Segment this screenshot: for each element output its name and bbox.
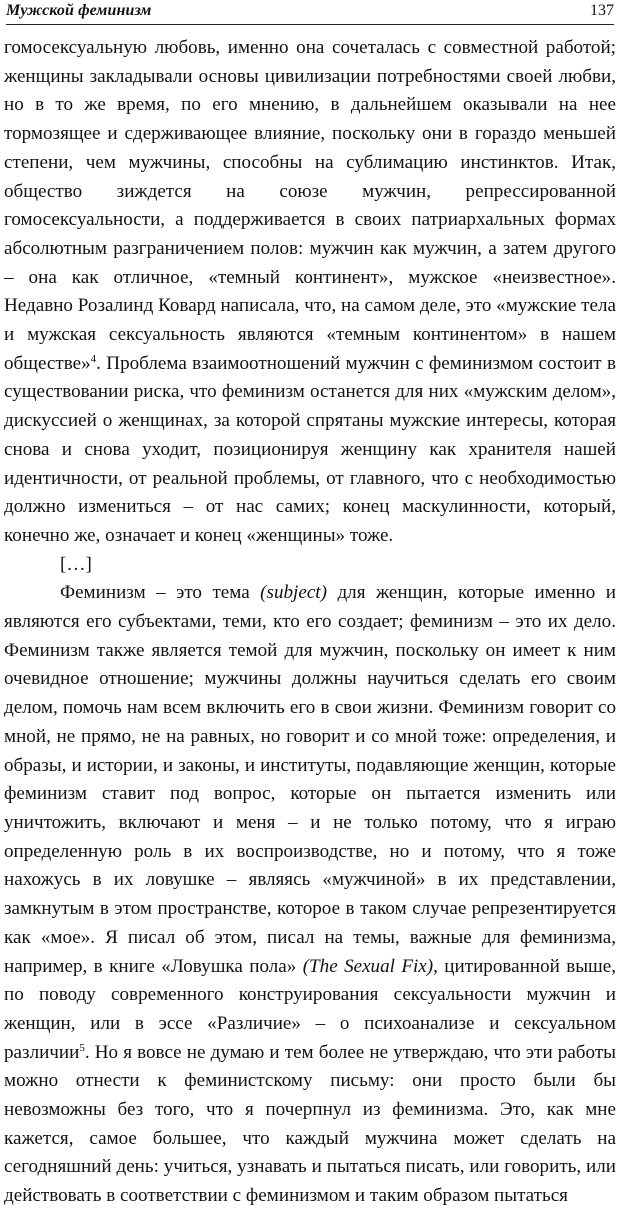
- italic-title: (The Sexual Fix),: [302, 955, 438, 977]
- page-number: 137: [590, 2, 614, 19]
- paragraph: [4, 579, 616, 1210]
- paragraph-text: гомосексуальную любовь, именно она сочеталась с совместной работой; женщины закладывали основы цивилизации потребностями своей любви, но в то же время, по его мнению, в дальнейшем оказывали на нее тормозящее и сдерживающее влияние, поскольку они в гораздо меньшей степени, чем мужчины, способны на сублимацию инстинктов. Итак, общество зиждется на союзе мужчин, репрессированной гомосексуальности, а поддерживается в своих патриархальных формах абсолютным разграничением полов: мужчин как мужчин, а затем другого – она как отличное, «темный континент», мужское «неизвестное». Недавно Розалинд Ковард написала, что, на самом деле, это «мужские тела и мужская сексуальность являются «темным континентом» в нашем обществе»: [4, 37, 616, 374]
- paragraph-text: . Проблема взаимоотношений мужчин с феминизмом состоит в существовании риска, что феминизм останется для них «мужским делом», дискуссией о женщинах, за которой спрятаны мужские интересы, которая снова и снова уходит, позиционируя женщину как хранителя нашей идентичности, от реальной проблемы, от главного, что с необходимостью должно измениться – от нас самих; конец маскулинности, который, конечно же, означает и конец «женщины» тоже.: [4, 352, 616, 546]
- paragraph-text: Феминизм – это тема: [60, 582, 261, 604]
- footnote-ref[interactable]: 4: [90, 352, 97, 365]
- paragraph-continued: [4, 34, 616, 551]
- omission-mark: […]: [60, 553, 92, 575]
- running-title: Мужской феминизм: [6, 2, 152, 19]
- footnote-ref[interactable]: 5: [79, 1041, 85, 1054]
- running-header: [6, 2, 614, 25]
- paragraph-text: . Но я вовсе не думаю и тем более не утверждаю, что эти работы можно отнести к феминистскому письму: они просто были бы невозможны без того, что я почерпнул из феминизма. Это, как мне кажется, самое большее, что каждый мужчина может сделать на сегодняшний день: учиться, узнавать и пытаться писать, или говорить, или действовать в соответствии с феминизмом и таким образом пытаться: [4, 1041, 616, 1207]
- body-text: [4, 34, 616, 1211]
- paragraph-text: цитированной выше, по поводу современного конструирования сексуальности мужчин и женщин, или в эссе «Различие» – о психоанализе и сексуальном различии: [4, 955, 617, 1063]
- italic-term: (subject): [260, 582, 327, 604]
- paragraph-text: для женщин, которые именно и являются его субъектами, теми, кто его создает; феминизм – это их дело. Феминизм также является темой для мужчин, поскольку он имеет к ним очевидное отношение; мужчины должны научиться сделать его своим делом, помочь нам всем включить его в свои жизни. Феминизм говорит со мной, не прямо, не на равных, но говорит и со мной тоже: определения, и образы, и истории, и законы, и институты, подавляющие женщин, которые феминизм ставит под вопрос, которые он пытается изменить или уничтожить, включают и меня – и не только потому, что я играю определенную роль в их воспроизводстве, но и потому, что я тоже нахожусь в их ловушке – являясь «мужчиной» в их представлении, замкнутым в этом пространстве, которое в таком случае репрезентируется как «мое». Я писал об этом, писал на темы, важные для феминизма, например, в книге «Ловушка пола»: [4, 582, 616, 977]
